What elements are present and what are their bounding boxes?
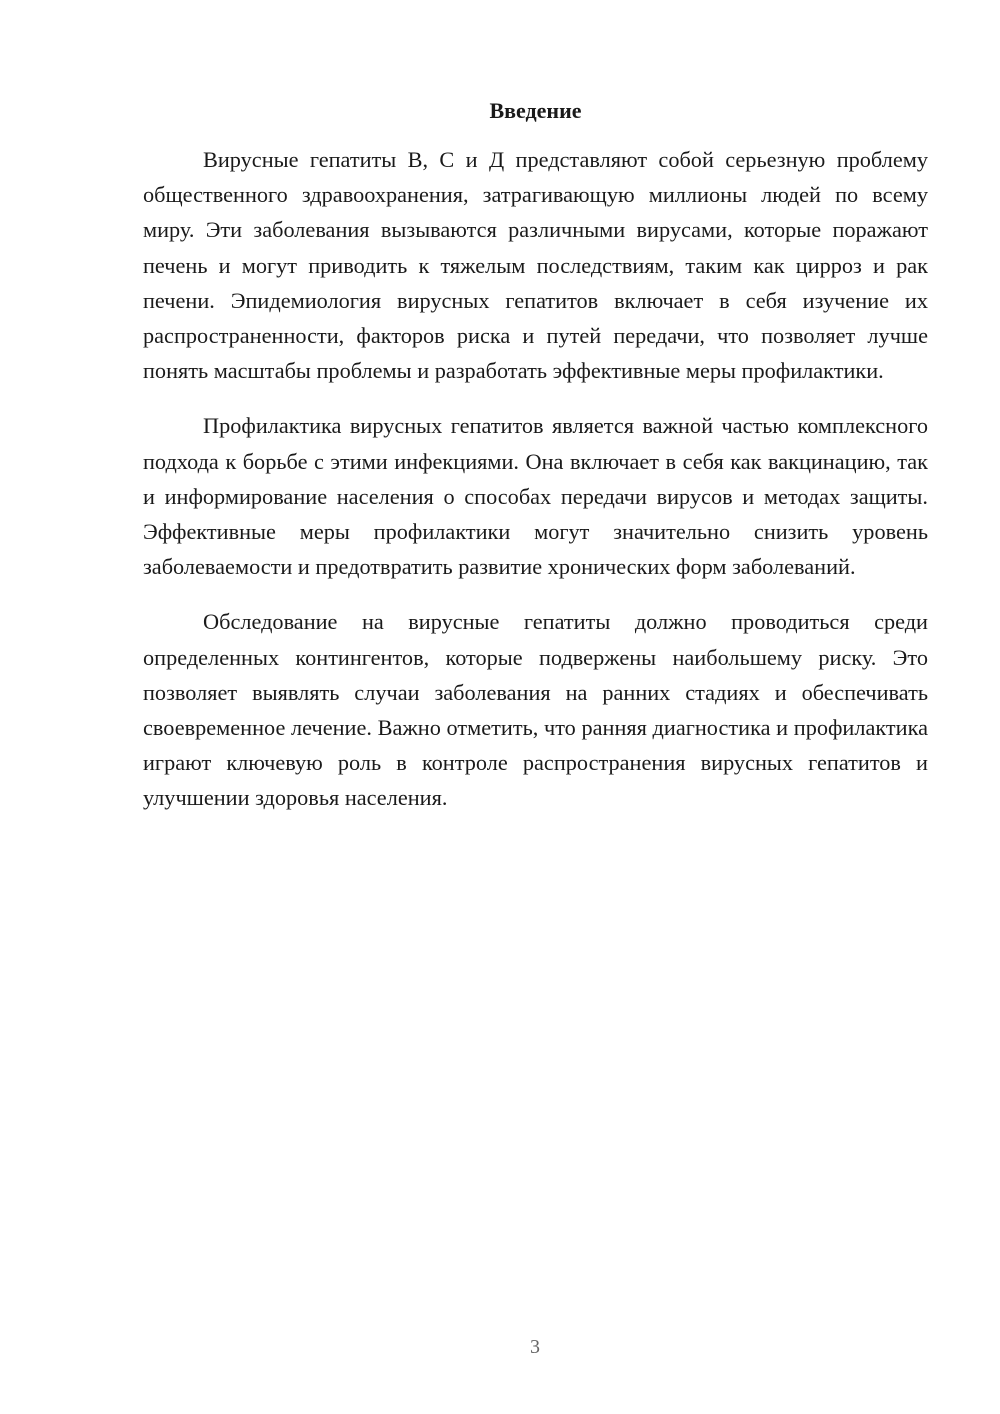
paragraph-3: Обследование на вирусные гепатиты должно проводиться среди определенных контингентов, которые подвержены наибольшему риску. Это позволяет выявлять случаи заболевания на ранних стадиях и обеспечивать своевременное лечение. Важно отметить, что ранняя диагностика и профилактика играют ключевую роль в контроле распространения вирусных гепатитов и улучшении здоровья населения. [143, 609, 928, 811]
page-number: 3 [530, 1336, 540, 1358]
section-heading: Введение [489, 98, 582, 123]
paragraph-1: Вирусные гепатиты В, С и Д представляют собой серьезную проблему общественного здравоохранения, затрагивающую миллионы людей по всему миру. Эти заболевания вызываются различными вирусами, которые поражают печень и могут приводить к тяжелым последствиям, таким как цирроз и рак печени. Эпидемиология вирусных гепатитов включает в себя изучение их распространенности, факторов риска и путей передачи, что позволяет лучше понять масштабы проблемы и разработать эффективные меры профилактики. [143, 147, 928, 384]
paragraph-2: Профилактика вирусных гепатитов является важной частью комплексного подхода к борьбе с этими инфекциями. Она включает в себя как вакцинацию, так и информирование населения о способах передачи вирусов и методах защиты. Эффективные меры профилактики могут значительно снизить уровень заболеваемости и предотвратить развитие хронических форм заболеваний. [143, 413, 928, 580]
body-text [143, 142, 928, 836]
